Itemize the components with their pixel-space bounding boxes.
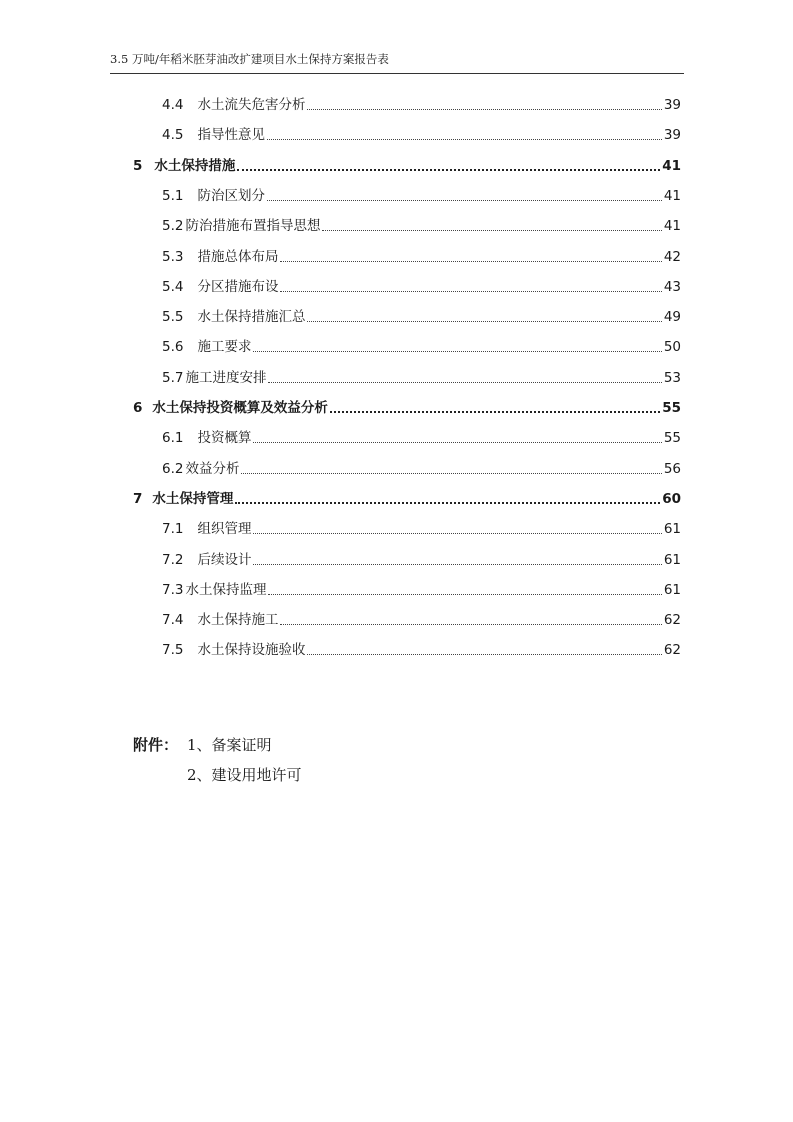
toc-entry-number: 5.4: [162, 278, 184, 295]
toc-entry-page: 62: [663, 642, 681, 659]
toc-entry-page: 39: [663, 97, 681, 113]
toc-entry-title: 水土保持投资概算及效益分析: [152, 400, 328, 416]
toc-entry-page: 61: [663, 581, 681, 598]
toc-entry-number: 6.2: [162, 460, 184, 477]
dot-leader: [280, 273, 661, 292]
header-rule: [110, 73, 684, 74]
dot-leader: [267, 121, 662, 140]
toc-entry-number: 7.1: [162, 521, 184, 538]
dot-leader: [268, 364, 661, 383]
toc-entry[interactable]: [162, 579, 681, 599]
toc-entry[interactable]: [162, 427, 681, 447]
toc-entry-title: 水土保持施工: [197, 612, 279, 629]
appendix-label: 附件：: [133, 736, 179, 754]
toc-entry-title: 效益分析: [185, 460, 240, 477]
toc-entry[interactable]: [162, 215, 681, 235]
toc-entry[interactable]: [162, 639, 681, 659]
toc-entry[interactable]: [162, 336, 681, 356]
toc-entry-number: 5.3: [162, 248, 184, 265]
toc-entry-title: 措施总体布局: [197, 248, 279, 265]
toc-entry[interactable]: [162, 609, 681, 629]
toc-entry-page: 53: [663, 369, 681, 386]
toc-entry[interactable]: [162, 246, 681, 266]
toc-entry-title: 水土流失危害分析: [197, 97, 306, 113]
toc-entry[interactable]: [133, 155, 681, 175]
toc-entry-title: 水土保持措施汇总: [197, 309, 306, 326]
toc-entry-page: 41: [663, 187, 681, 204]
toc-entry-number: 7.2: [162, 551, 184, 568]
toc-entry-number: 5.7: [162, 369, 184, 386]
toc-entry-page: 55: [662, 400, 681, 416]
dot-leader: [267, 182, 662, 201]
toc-entry-page: 39: [663, 127, 681, 144]
dot-leader: [330, 393, 660, 413]
dot-leader: [322, 212, 661, 231]
toc-entry-page: 50: [663, 339, 681, 356]
toc-entry-title: 指导性意见: [197, 127, 265, 144]
toc-entry-number: 4.5: [162, 127, 184, 144]
dot-leader: [307, 91, 661, 110]
toc-entry-number: 5.5: [162, 309, 184, 326]
toc-entry[interactable]: [133, 397, 681, 417]
toc-entry-title: 组织管理: [197, 521, 252, 538]
toc-entry-number: 5.6: [162, 339, 184, 356]
toc-entry-title: 防治措施布置指导思想: [185, 218, 321, 235]
toc-entry[interactable]: [162, 185, 681, 205]
toc-entry[interactable]: [162, 306, 681, 326]
toc-entry-page: 61: [663, 521, 681, 538]
toc-entry-title: 防治区划分: [197, 187, 265, 204]
toc-entry[interactable]: [133, 488, 681, 508]
dot-leader: [235, 484, 660, 504]
toc-entry-title: 分区措施布设: [197, 278, 279, 295]
toc-entry-title: 水土保持管理: [152, 490, 234, 507]
toc-entry-title: 施工要求: [197, 339, 252, 356]
dot-leader: [268, 576, 661, 595]
toc-entry[interactable]: [162, 458, 681, 478]
toc-entry-number: 7.5: [162, 642, 184, 659]
toc-entry-number: 7.4: [162, 612, 184, 629]
toc-entry[interactable]: [162, 518, 681, 538]
dot-leader: [280, 606, 661, 625]
appendix-item: 1、备案证明: [187, 736, 272, 754]
toc-entry-number: 6.1: [162, 430, 184, 447]
dot-leader: [280, 243, 661, 262]
toc-entry-title: 水土保持设施验收: [197, 642, 306, 659]
toc-entry-page: 56: [663, 460, 681, 477]
toc-entry-page: 43: [663, 278, 681, 295]
dot-leader: [253, 515, 661, 534]
toc-entry-number: 6: [133, 400, 143, 416]
toc-entry-title: 施工进度安排: [185, 369, 267, 386]
toc-entry-number: 4.4: [162, 97, 184, 113]
toc-entry[interactable]: [162, 276, 681, 296]
toc-entry-page: 41: [662, 157, 681, 174]
toc-entry-page: 42: [663, 248, 681, 265]
toc-entry-title: 后续设计: [197, 551, 252, 568]
toc-entry-number: 5.2: [162, 218, 184, 235]
dot-leader: [253, 546, 661, 565]
dot-leader: [253, 424, 661, 443]
toc-entry-number: 7: [133, 490, 143, 507]
toc-entry-number: 7.3: [162, 581, 184, 598]
dot-leader: [307, 636, 661, 655]
toc-entry[interactable]: [162, 94, 681, 114]
toc-entry-page: 49: [663, 309, 681, 326]
dot-leader: [237, 151, 660, 171]
toc-entry-number: 5: [133, 157, 143, 174]
toc-entry-title: 水土保持措施: [154, 157, 236, 174]
toc-entry-page: 62: [663, 612, 681, 629]
dot-leader: [241, 455, 661, 474]
toc-entry-page: 41: [663, 218, 681, 235]
toc-entry-title: 投资概算: [197, 430, 252, 447]
toc-entry-page: 61: [663, 551, 681, 568]
toc-entry[interactable]: [162, 367, 681, 387]
toc-entry-number: 5.1: [162, 187, 184, 204]
toc-entry-title: 水土保持监理: [185, 581, 267, 598]
toc-entry-page: 55: [663, 430, 681, 447]
toc-entry[interactable]: [162, 124, 681, 144]
running-header: 3.5 万吨/年稻米胚芽油改扩建项目水土保持方案报告表: [110, 52, 389, 66]
dot-leader: [307, 303, 661, 322]
toc-entry-page: 60: [662, 490, 681, 507]
toc-entry[interactable]: [162, 549, 681, 569]
dot-leader: [253, 333, 661, 352]
appendix-item: 2、建设用地许可: [187, 766, 302, 784]
